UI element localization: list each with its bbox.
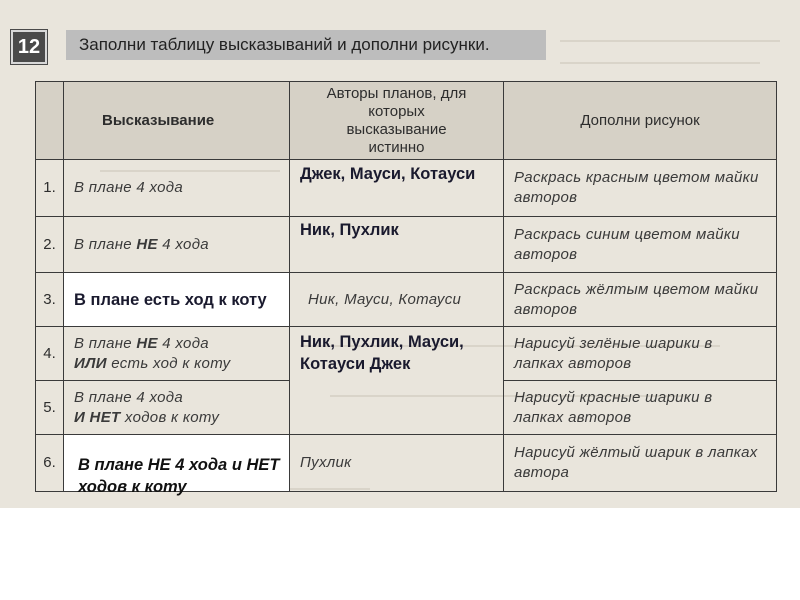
table-header-row [36,82,777,160]
row-authors[interactable] [290,217,504,273]
row-action: Нарисуй жёлтый шарик в лапках автора [504,435,777,492]
row-number: 2. [36,217,64,273]
row-authors[interactable]: Ник, Мауси, Котауси [290,273,504,327]
table-row [36,327,777,381]
header-authors: Авторы планов, для которых высказывание истинно [290,82,504,160]
authors-answer: Ник, Пухлик, Мауси, Котауси Джек [300,333,464,373]
table-row [36,160,777,217]
row-number: 3. [36,273,64,327]
row-statement: В плане 4 хода И НЕТ ходов к коту [64,381,290,435]
table-row [36,217,777,273]
header-statement: Высказывание [64,82,290,160]
row-authors[interactable] [290,160,504,217]
row-statement: В плане НЕ 4 хода [64,217,290,273]
row-action: Нарисуй зелёные шарики в лапках авторов [504,327,777,381]
table-row [36,273,777,327]
row-number: 6. [36,435,64,492]
row-number: 1. [36,160,64,217]
row-action: Раскрась красным цветом майки авторов [504,160,777,217]
statements-table [35,81,777,492]
row-statement: В плане 4 хода [64,160,290,217]
task-number: 12 [11,30,47,64]
row-authors[interactable] [290,327,504,435]
row-number: 4. [36,327,64,381]
authors-answer: Ник, Пухлик [300,221,399,239]
row-statement: В плане НЕ 4 хода ИЛИ есть ход к коту [64,327,290,381]
row-6-statement-answer: В плане НЕ 4 хода и НЕТ ходов к коту [78,456,280,496]
row-statement[interactable]: В плане есть ход к коту [64,273,290,327]
row-number: 5. [36,381,64,435]
row-authors[interactable]: Пухлик [290,435,504,492]
task-title: Заполни таблицу высказываний и дополни рисунки. [66,30,546,60]
authors-answer: Джек, Мауси, Котауси [300,165,476,183]
header-complete-picture: Дополни рисунок [504,82,777,160]
row-action: Раскрась жёлтым цветом майки авторов [504,273,777,327]
row-action: Нарисуй красные шарики в лапках авторов [504,381,777,435]
row-action: Раскрась синим цветом майки авторов [504,217,777,273]
